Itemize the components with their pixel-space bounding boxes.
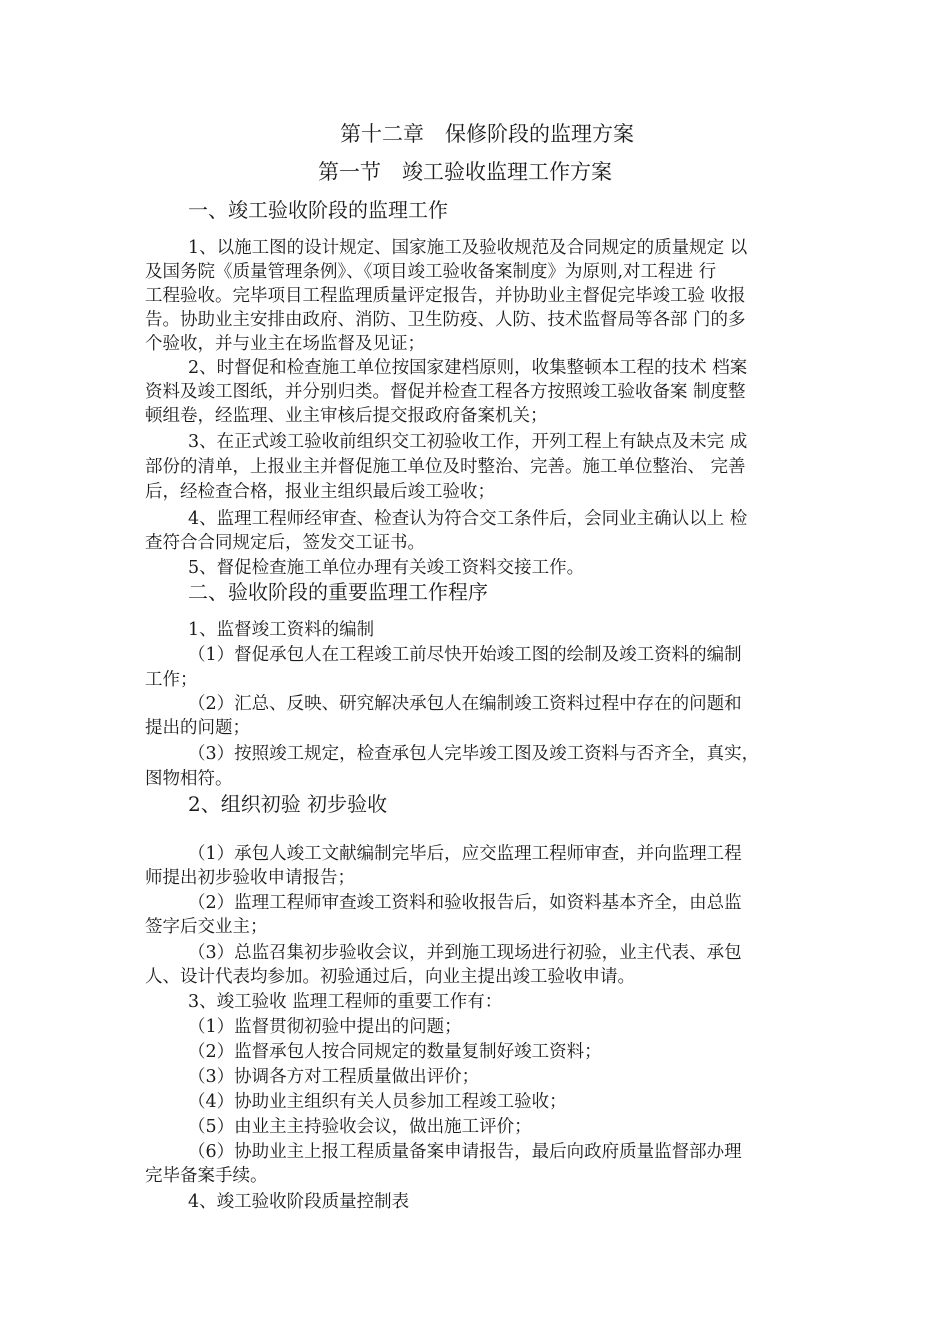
body-line: 个验收，并与业主在场监督及见证； (145, 334, 425, 354)
body-line: 后，经检查合格，报业主组织最后竣工验收； (145, 482, 495, 502)
body-line: 1、以施工图的设计规定、国家施工及验收规范及合同规定的质量规定 以 (188, 238, 748, 258)
body-line: 查符合合同规定后，签发交工证书。 (145, 533, 425, 553)
body-line: （4）协助业主组织有关人员参加工程竣工验收； (188, 1092, 567, 1112)
subheading: 1、监督竣工资料的编制 (188, 620, 375, 640)
body-line: （3）总监召集初步验收会议，并到施工现场进行初验，业主代表、承包 (188, 943, 742, 963)
subheading: 3、竣工验收 监理工程师的重要工作有： (188, 992, 503, 1012)
body-line: （1）监督贯彻初验中提出的问题； (188, 1017, 462, 1037)
part2-heading: 二、验收阶段的重要监理工作程序 (188, 580, 488, 604)
body-line: 师提出初步验收申请报告； (145, 868, 355, 888)
body-line: 3、在正式竣工验收前组织交工初验收工作，开列工程上有缺点及未完 成 (188, 432, 748, 452)
body-line: 资料及竣工图纸，并分别归类。督促并检查工程各方按照竣工验收备案 制度整 (145, 382, 746, 402)
body-line: 工程验收。完毕项目工程监理质量评定报告，并协助业主督促完毕竣工验 收报 (145, 286, 746, 306)
body-line: 提出的问题； (145, 718, 250, 738)
body-line: 完毕备案手续。 (145, 1166, 268, 1186)
body-line: 及国务院《质量管理条例》、《项目竣工验收备案制度》为原则,对工程进 行 (145, 262, 717, 282)
body-line: 4、监理工程师经审查、检查认为符合交工条件后，会同业主确认以上 检 (188, 509, 748, 529)
body-line: （6）协助业主上报工程质量备案申请报告，最后向政府质量监督部办理 (188, 1142, 742, 1162)
section-title: 第一节 竣工验收监理工作方案 (318, 160, 612, 184)
body-line: （3）协调各方对工程质量做出评价； (188, 1067, 480, 1087)
body-line: （2）汇总、反映、研究解决承包人在编制竣工资料过程中存在的问题和 (188, 694, 742, 714)
body-line: 图物相符。 (145, 769, 233, 789)
body-line: （5）由业主主持验收会议，做出施工评价； (188, 1117, 532, 1137)
body-line: （3）按照竣工规定，检查承包人完毕竣工图及竣工资料与否齐全，真实， (188, 744, 760, 764)
body-line: （1）督促承包人在工程竣工前尽快开始竣工图的绘制及竣工资料的编制 (188, 645, 742, 665)
subheading: 4、竣工验收阶段质量控制表 (188, 1192, 410, 1212)
body-line: 告。协助业主安排由政府、消防、卫生防疫、人防、技术监督局等各部 门的多 (145, 310, 746, 330)
part1-heading: 一、竣工验收阶段的监理工作 (188, 198, 448, 222)
body-line: （2）监督承包人按合同规定的数量复制好竣工资料； (188, 1042, 602, 1062)
subheading: 2、组织初验 初步验收 (188, 792, 388, 816)
body-line: 部份的清单，上报业主并督促施工单位及时整治、完善。施工单位整治、 完善 (145, 457, 746, 477)
body-line: （2）监理工程师审查竣工资料和验收报告后，如资料基本齐全，由总监 (188, 893, 742, 913)
body-line: 工作； (145, 670, 198, 690)
body-line: 顿组卷，经监理、业主审核后提交报政府备案机关； (145, 406, 548, 426)
body-line: （1）承包人竣工文献编制完毕后，应交监理工程师审查，并向监理工程 (188, 844, 742, 864)
body-line: 人、设计代表均参加。初验通过后，向业主提出竣工验收申请。 (145, 967, 635, 987)
body-line: 签字后交业主； (145, 917, 268, 937)
body-line: 2、时督促和检查施工单位按国家建档原则，收集整顿本工程的技术 档案 (188, 358, 748, 378)
chapter-title: 第十二章 保修阶段的监理方案 (340, 122, 634, 146)
body-line: 5、督促检查施工单位办理有关竣工资料交接工作。 (188, 558, 585, 578)
